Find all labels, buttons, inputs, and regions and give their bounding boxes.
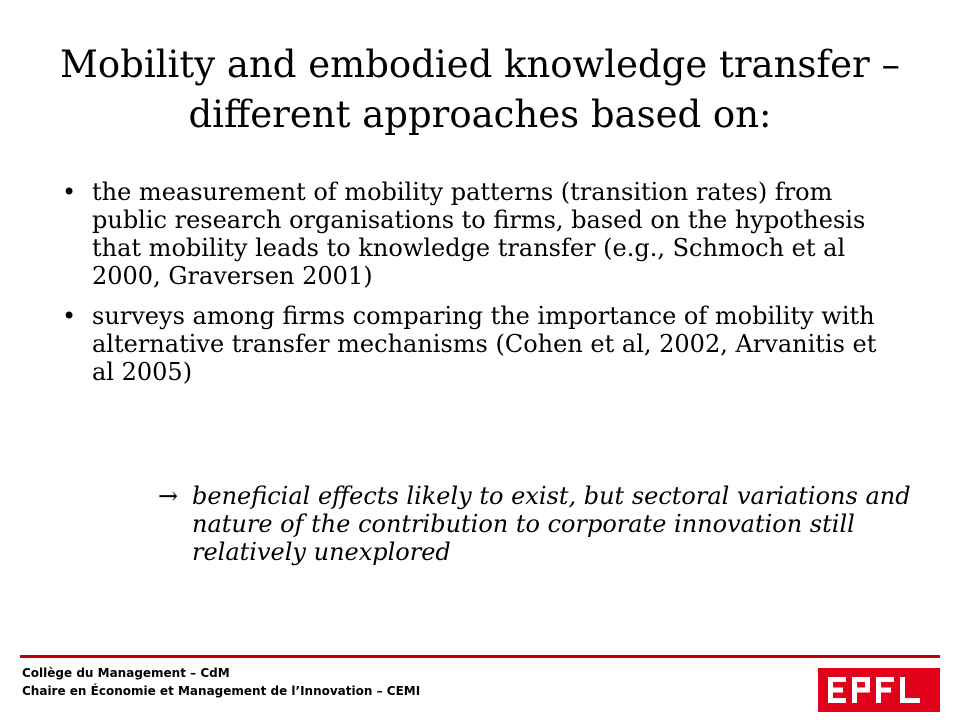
bullet-text: surveys among firms comparing the importance of mobility with alternative transfer mechanisms (Cohen et al, 2002, Arvanitis et al 2005)	[92, 302, 877, 386]
footer-line-1: Collège du Management – CdM	[22, 666, 230, 680]
title-line-1: Mobility and embodied knowledge transfer –	[60, 43, 900, 86]
slide-title	[40, 40, 920, 140]
conclusion-note	[158, 482, 932, 566]
footer-line-2: Chaire en Économie et Management de l’Innovation – CEMI	[22, 684, 421, 698]
bullet-item-mobility-patterns	[62, 178, 882, 290]
footer-divider	[20, 655, 940, 658]
arrow-right-icon: →	[158, 482, 179, 510]
title-line-2: different approaches based on:	[188, 93, 772, 136]
footer-institution	[22, 664, 420, 700]
bullet-icon: •	[62, 178, 77, 206]
bullet-list	[62, 178, 882, 398]
bullet-icon: •	[62, 302, 77, 330]
conclusion-text: beneficial effects likely to exist, but sectoral variations and nature of the contribution to corporate innovation still relatively unexplored	[192, 482, 911, 566]
bullet-item-surveys	[62, 302, 882, 386]
epfl-logo-icon	[818, 668, 940, 712]
bullet-text: the measurement of mobility patterns (transition rates) from public research organisations to firms, based on the hypothesis that mobility leads to knowledge transfer (e.g., Schmoch et al 2000, Graversen 2001)	[92, 178, 866, 290]
